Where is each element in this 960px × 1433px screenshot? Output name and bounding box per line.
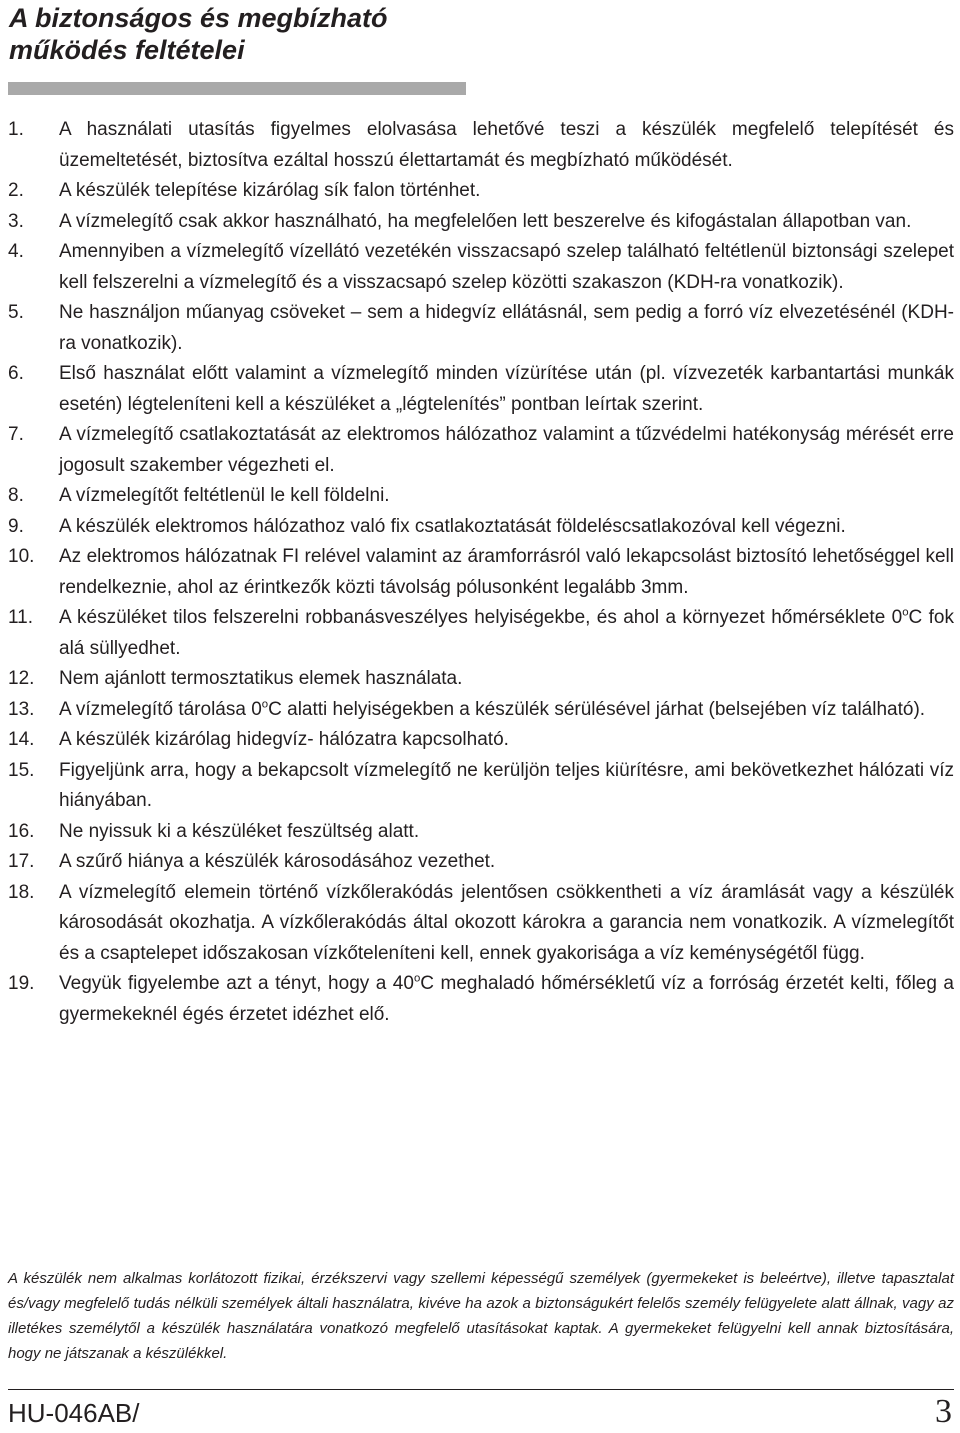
list-item [8, 542, 954, 603]
list-item [8, 878, 954, 970]
item-text-after: C meghaladó hőmérsékletű víz a forróság érzetét kelti, főleg a gyermekeknél égés érzetet idézhet elő. [59, 973, 954, 1025]
list-item [8, 817, 954, 848]
item-number: 6. [8, 363, 24, 384]
list-item [8, 237, 954, 298]
item-text: A készülék elektromos hálózathoz való fix csatlakoztatását földeléscsatlakozóval kell végezni. [59, 515, 846, 537]
item-text: A vízmelegítő csak akkor használható, ha megfelelően lett beszerelve és kifogástalan állapotban van. [59, 210, 912, 232]
page-title-line-2: működés feltételei [9, 35, 245, 65]
item-number: 8. [8, 485, 24, 506]
item-number: 16. [8, 820, 35, 842]
item-number: 15. [8, 759, 35, 781]
item-text: A szűrő hiánya a készülék károsodásához vezethet. [59, 851, 496, 872]
list-item [8, 756, 954, 817]
degree-superscript: o [413, 972, 421, 985]
list-item [8, 695, 954, 726]
list-item [8, 176, 954, 207]
item-text-after: C fok alá süllyedhet. [59, 607, 954, 659]
child-safety-notice: A készülék nem alkalmas korlátozott fizikai, érzékszervi vagy szellemi képességű személyek (gyermekeket is beleértve), illetve tapasztalat és/vagy megfelelő tudás nélküli személyek általi használatra, kivéve ha azok a biztonságukért felelős személy felügyelete alatt állnak, vagy az illetékes személytől a készülék használatára vonatkozó megfelelő utasításokat kaptak. A gyermekeket felügyelni kell annak biztosítására, hogy ne játszanak a készülékkel. [8, 1270, 954, 1362]
item-text-before: A vízmelegítő tárolása 0 [59, 698, 262, 720]
item-text: Az elektromos hálózatnak FI relével valamint az áramforrásról való lekapcsolást biztosító lehetőséggel kell rendelkeznie, ahol az érintkezők közti távolság pólusonként legalább 3mm. [59, 546, 954, 598]
item-number: 9. [8, 515, 24, 537]
item-text: A készülék kizárólag hidegvíz- hálózatra kapcsolható. [59, 729, 509, 750]
item-number: 4. [8, 241, 24, 262]
page-title [9, 2, 388, 66]
item-text: Ne nyissuk ki a készüléket feszültség alatt. [59, 820, 420, 842]
list-item [8, 847, 954, 878]
item-text: Figyeljünk arra, hogy a bekapcsolt vízmelegítő ne kerüljön teljes kiürítésre, ami bekövetkezhet hálózati víz hiányában. [59, 759, 954, 811]
item-text: Amennyiben a vízmelegítő vízellátó vezetékén visszacsapó szelep található feltétlenül biztonsági szelepet kell felszerelni a vízmelegítő és a visszacsapó szelep közötti szakaszon (KDH-ra vonatkozik). [59, 241, 954, 293]
item-number: 12. [8, 668, 35, 689]
item-text: A készülék telepítése kizárólag sík falon történhet. [59, 180, 481, 201]
item-number: 1. [8, 119, 24, 140]
list-item [8, 359, 954, 420]
list-item [8, 664, 954, 695]
item-number: 17. [8, 851, 35, 872]
item-number: 3. [8, 210, 24, 232]
item-text: A vízmelegítőt feltétlenül le kell földelni. [59, 485, 390, 506]
degree-superscript: o [902, 606, 909, 619]
list-item [8, 481, 954, 512]
item-number: 19. [8, 973, 35, 994]
list-item [8, 512, 954, 543]
list-item [8, 207, 954, 238]
footer-divider [8, 1389, 954, 1390]
item-number: 13. [8, 698, 35, 720]
list-item [8, 115, 954, 176]
list-item [8, 969, 954, 1030]
model-number: HU-046AB/ [8, 1398, 140, 1428]
item-text: A vízmelegítő csatlakoztatását az elektromos hálózathoz valamint a tűzvédelmi hatékonyság mérését erre jogosult szakember végezheti el. [59, 424, 954, 476]
list-item [8, 725, 954, 756]
item-text: A vízmelegítő elemein történő vízkőlerakódás jelentősen csökkentheti a víz áramlását vagy a készülék károsodását okozhatja. A vízkőlerakódás által okozott károkra a garancia nem vonatkozik. A vízmelegítőt és a csaptelepet időszakosan vízkőteleníteni kell, ennek gyakorisága a víz keménységétől függ. [59, 881, 954, 964]
title-underline-bar [8, 82, 466, 95]
item-text: Első használat előtt valamint a vízmelegítő minden vízürítése után (pl. vízvezeték karbantartási munkák esetén) légteleníteni kell a készüléket a „légtelenítés” pontban leírtak szerint. [59, 363, 954, 415]
item-number: 18. [8, 881, 35, 903]
item-text-before: Vegyük figyelembe azt a tényt, hogy a 40 [59, 973, 414, 994]
item-number: 2. [8, 180, 24, 201]
item-text-after: C alatti helyiségekben a készülék sérülésével járhat (belsejében víz található). [268, 698, 926, 720]
safety-conditions-list [8, 115, 954, 1030]
item-text: Ne használjon műanyag csöveket – sem a hidegvíz ellátásnál, sem pedig a forró víz elvezetésénél (KDH-ra vonatkozik). [59, 302, 954, 354]
item-text-before: A készüléket tilos felszerelni robbanásveszélyes helyiségekbe, és ahol a környezet hőmérséklete 0 [59, 607, 903, 628]
item-number: 7. [8, 424, 24, 445]
list-item [8, 298, 954, 359]
list-item [8, 420, 954, 481]
list-item [8, 603, 954, 664]
item-text [59, 973, 954, 1025]
item-number: 10. [8, 546, 35, 567]
item-number: 11. [8, 607, 34, 628]
item-text [59, 607, 954, 659]
item-text [59, 699, 925, 720]
item-text: A használati utasítás figyelmes elolvasása lehetővé teszi a készülék megfelelő telepítését és üzemeltetését, biztosítva ezáltal hosszú élettartamát és megbízható működését. [59, 119, 954, 171]
page-number: 3 [935, 1393, 952, 1430]
degree-superscript: o [261, 698, 269, 711]
page-title-line-1: A biztonságos és megbízható [9, 3, 388, 33]
item-text: Nem ajánlott termosztatikus elemek használata. [59, 668, 463, 689]
item-number: 14. [8, 729, 35, 750]
item-number: 5. [8, 302, 24, 323]
